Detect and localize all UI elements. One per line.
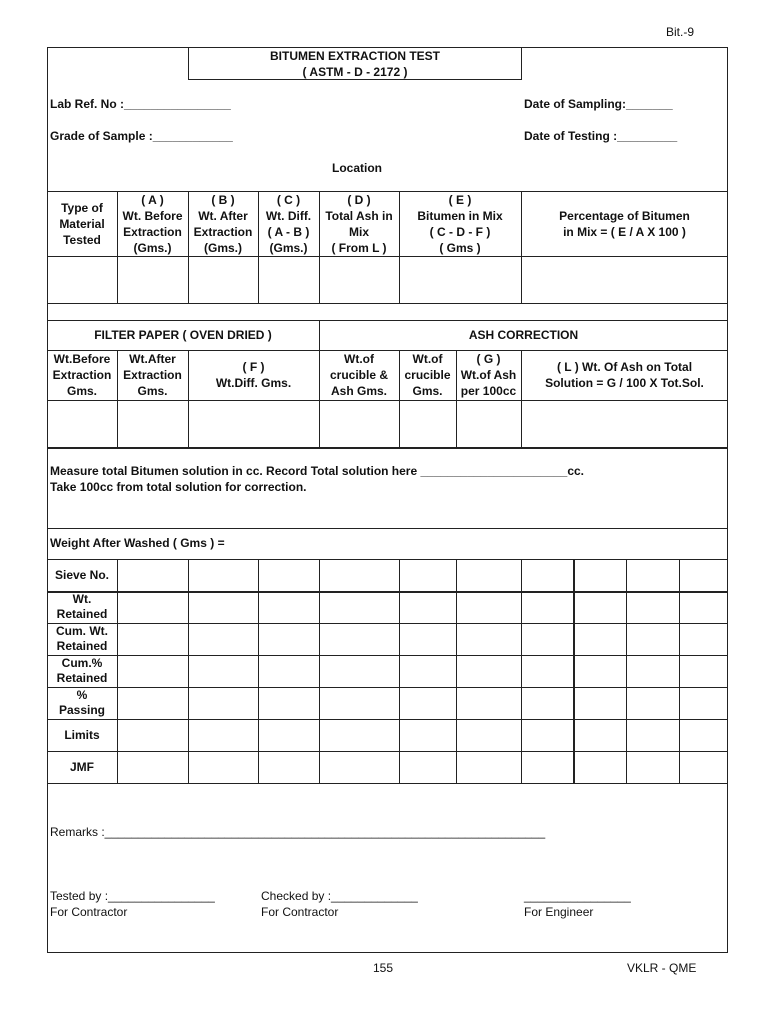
header-wt-before-extraction: ( A ) Wt. Before Extraction (Gms.) bbox=[122, 192, 183, 255]
header-filter-wt-diff: ( F ) Wt.Diff. Gms. bbox=[215, 360, 292, 390]
input-crucible-ash[interactable] bbox=[319, 400, 399, 447]
engineer-signature-field[interactable]: ________________ bbox=[524, 889, 631, 903]
input-percentage-bitumen[interactable] bbox=[521, 256, 728, 303]
lab-ref-field[interactable]: Lab Ref. No :________________ bbox=[50, 97, 231, 111]
title-line-1: BITUMEN EXTRACTION TEST bbox=[270, 48, 440, 63]
input-wt-after[interactable] bbox=[188, 256, 258, 303]
percent-passing-row-label: % Passing bbox=[58, 688, 106, 717]
cum-percent-retained-row-label: Cum.% Retained bbox=[56, 656, 108, 685]
header-percentage-bitumen: Percentage of Bitumen in Mix = ( E / A X 100 ) bbox=[559, 208, 690, 239]
input-ash-total-solution[interactable] bbox=[521, 400, 728, 447]
measure-instruction-2: Take 100cc from total solution for correction. bbox=[50, 480, 307, 494]
header-crucible: Wt.of crucible Gms. bbox=[404, 352, 451, 398]
input-filter-wt-after[interactable] bbox=[117, 400, 188, 447]
sieve-entry-grid[interactable] bbox=[117, 559, 728, 783]
measure-instruction-1: Measure total Bitumen solution in cc. Record Total solution here ______________________cc. bbox=[50, 464, 584, 478]
input-total-ash[interactable] bbox=[319, 256, 399, 303]
ash-correction-title: ASH CORRECTION bbox=[468, 328, 579, 342]
form-frame bbox=[47, 47, 728, 953]
input-wt-before[interactable] bbox=[117, 256, 188, 303]
header-filter-wt-before: Wt.Before Extraction Gms. bbox=[52, 352, 112, 398]
header-ash-per-100cc: ( G ) Wt.of Ash per 100cc bbox=[460, 352, 517, 398]
footer-reference: VKLR - QME bbox=[627, 961, 697, 975]
checked-for-contractor: For Contractor bbox=[261, 905, 339, 919]
input-ash-per-100cc[interactable] bbox=[456, 400, 521, 447]
sieve-row-label: Sieve No. bbox=[54, 568, 110, 582]
remarks-field[interactable]: Remarks :__________________________________________________________________ bbox=[50, 825, 546, 839]
input-filter-wt-before[interactable] bbox=[47, 400, 117, 447]
tested-by-field[interactable]: Tested by :________________ bbox=[50, 889, 215, 903]
title-line-2: ( ASTM - D - 2172 ) bbox=[302, 64, 408, 79]
input-filter-wt-diff[interactable] bbox=[188, 400, 319, 447]
header-wt-diff: ( C ) Wt. Diff. ( A - B ) (Gms.) bbox=[265, 192, 312, 255]
tested-for-contractor: For Contractor bbox=[50, 905, 128, 919]
jmf-row-label: JMF bbox=[70, 760, 94, 774]
filter-paper-title: FILTER PAPER ( OVEN DRIED ) bbox=[94, 328, 272, 342]
header-crucible-ash: Wt.of crucible & Ash Gms. bbox=[329, 352, 389, 398]
checked-by-field[interactable]: Checked by :_____________ bbox=[261, 889, 418, 903]
input-crucible[interactable] bbox=[399, 400, 456, 447]
header-ash-total-solution: ( L ) Wt. Of Ash on Total Solution = G / 100 X Tot.Sol. bbox=[545, 360, 704, 390]
page-number: 155 bbox=[373, 961, 394, 975]
form-title bbox=[188, 47, 522, 80]
input-bitumen-in-mix[interactable] bbox=[399, 256, 521, 303]
grade-of-sample-field[interactable]: Grade of Sample :____________ bbox=[50, 129, 233, 143]
header-filter-wt-after: Wt.After Extraction Gms. bbox=[123, 352, 182, 398]
date-of-sampling-field[interactable]: Date of Sampling:_______ bbox=[524, 97, 673, 111]
location-label: Location bbox=[332, 161, 382, 175]
for-engineer: For Engineer bbox=[524, 905, 594, 919]
limits-row-label: Limits bbox=[64, 728, 100, 742]
date-of-testing-field[interactable]: Date of Testing :_________ bbox=[524, 129, 678, 143]
cum-wt-retained-row-label: Cum. Wt. Retained bbox=[56, 624, 108, 653]
weight-after-washed-field[interactable]: Weight After Washed ( Gms ) = bbox=[50, 536, 225, 550]
header-total-ash: ( D ) Total Ash in Mix ( From L ) bbox=[325, 192, 393, 255]
input-wt-diff[interactable] bbox=[258, 256, 319, 303]
wt-retained-row-label: Wt. Retained bbox=[56, 592, 108, 621]
header-bitumen-in-mix: ( E ) Bitumen in Mix ( C - D - F ) ( Gms ) bbox=[417, 192, 503, 255]
header-wt-after-extraction: ( B ) Wt. After Extraction (Gms.) bbox=[193, 192, 253, 255]
header-material-type: Type of Material Tested bbox=[59, 200, 105, 247]
document-code: Bit.-9 bbox=[666, 25, 695, 39]
input-material-type[interactable] bbox=[47, 256, 117, 303]
